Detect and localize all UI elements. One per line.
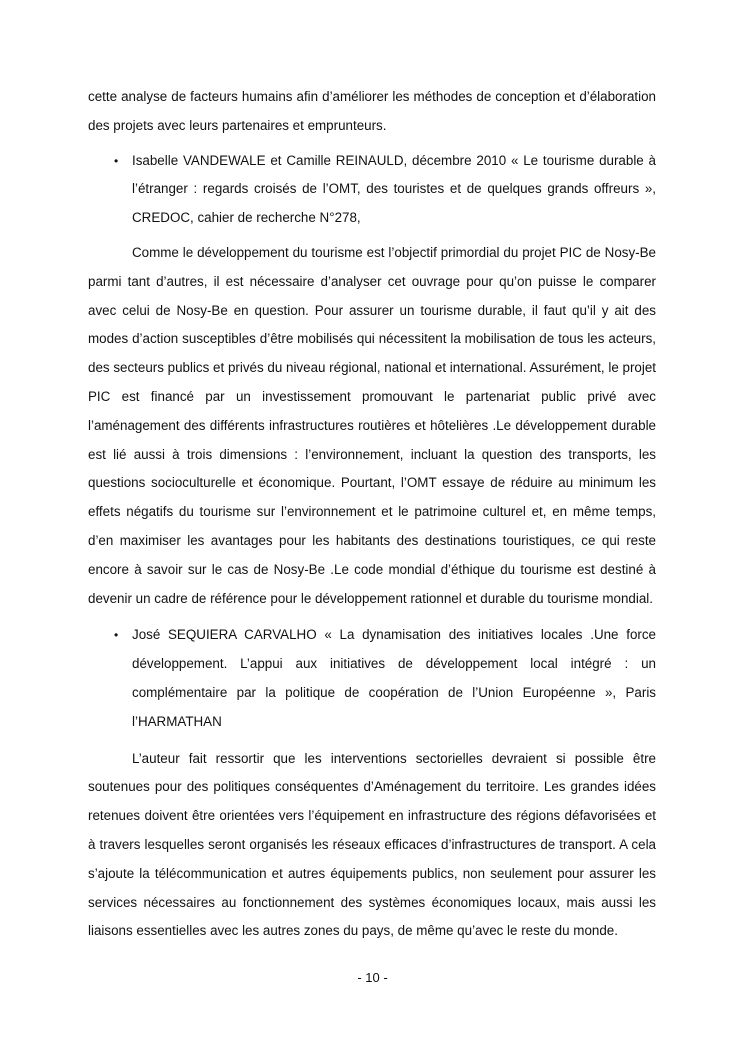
reference-text-1: Isabelle VANDEWALE et Camille REINAULD, décembre 2010 « Le tourisme durable à l’étranger : regards croisés de l’OMT, des touristes et de quelques grands offreurs », CREDOC, cahier de recherche N°278, (132, 152, 656, 226)
page-number: - 10 - (357, 970, 388, 985)
reference-bullet-1 (88, 147, 656, 233)
bullet-icon: • (114, 153, 119, 168)
body-text (88, 83, 656, 946)
bullet-icon: • (114, 628, 119, 643)
analysis-paragraph-2: L’auteur fait ressortir que les interventions sectorielles devraient si possible être soutenues pour des politiques conséquentes d’Aménagement du territoire. Les grandes idées retenues doivent être orientées vers l’équipement en infrastructure des régions défavorisées et à travers lesquelles seront organisés les réseaux efficaces d’infrastructures de transport. A cela s’ajoute la télécommunication et autres équipements publics, non seulement pour assurer les services nécessaires au fonctionnement des systèmes économiques locaux, mais aussi les liaisons essentielles avec les autres zones du pays, de même qu’avec le reste du monde. (88, 750, 656, 939)
reference-text-2: José SEQUIERA CARVALHO « La dynamisation des initiatives locales .Une force développement. L’appui aux initiatives de développement local intégré : un complémentaire par la politique de coopération de l’Union Européenne », Paris l’HARMATHAN (132, 627, 656, 729)
intro-paragraph: cette analyse de facteurs humains afin d’améliorer les méthodes de conception et d’élaboration des projets avec leurs partenaires et emprunteurs. (88, 89, 656, 133)
reference-bullet-2 (88, 621, 656, 736)
analysis-paragraph-1: Comme le développement du tourisme est l’objectif primordial du projet PIC de Nosy-Be parmi tant d’autres, il est nécessaire d’analyser cet ouvrage pour qu’on puisse le comparer avec celui de Nosy-Be en question. Pour assurer un tourisme durable, il faut qu’il y ait des modes d’action susceptibles d’être mobilisés qui nécessitent la mobilisation de tous les acteurs, des secteurs publics et privés du niveau régional, national et international. Assurément, le projet PIC est financé par un investissement promouvant le partenariat public privé avec l’aménagement des différents infrastructures routières et hôtelières .Le développement durable est lié aussi à trois dimensions : l’environnement, incluant la question des transports, les questions socioculturelle et économique. Pourtant, l’OMT essaye de réduire au minimum les effets négatifs du tourisme sur l’environnement et le patrimoine culturel et, en même temps, d’en maximiser les avantages pour les habitants des destinations touristiques, ce qui reste encore à savoir sur le cas de Nosy-Be .Le code mondial d’éthique du tourisme est destiné à devenir un cadre de référence pour le développement rationnel et durable du tourisme mondial. (88, 244, 656, 606)
